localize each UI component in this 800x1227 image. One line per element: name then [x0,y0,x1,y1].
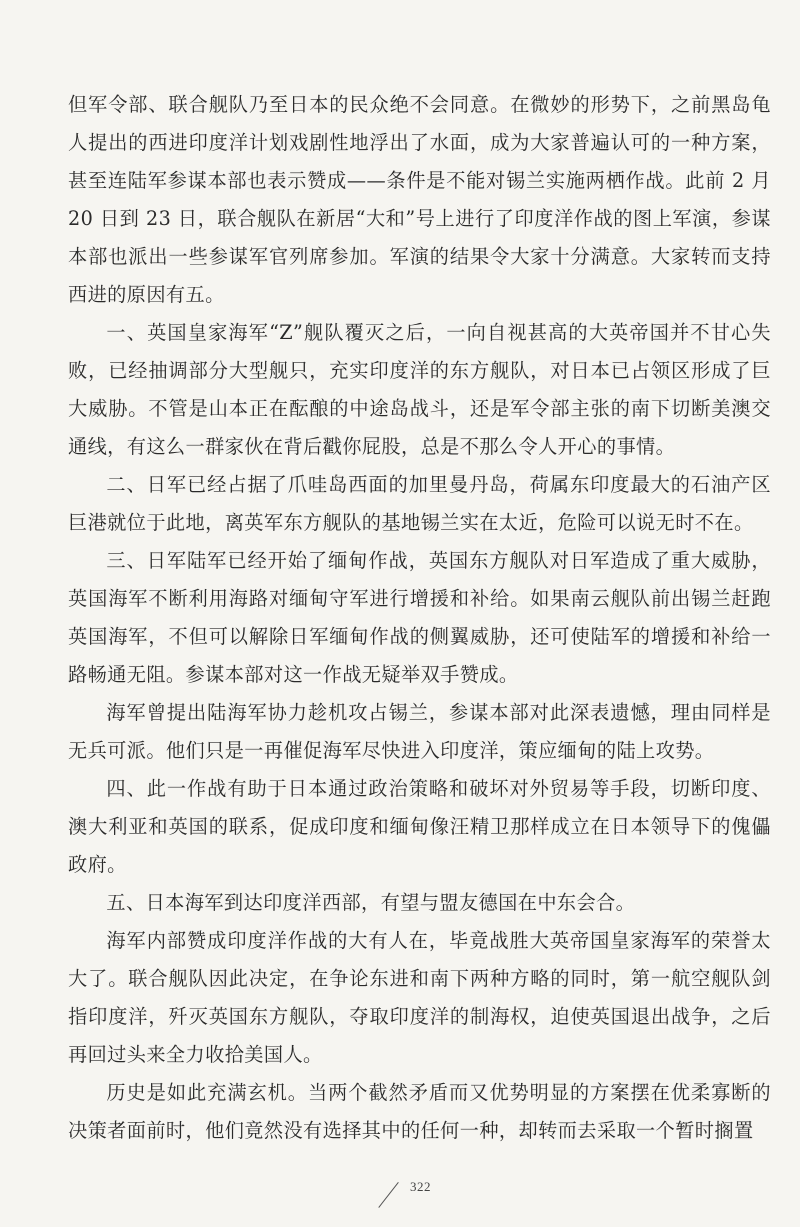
paragraph-7: 五、日本海军到达印度洋西部，有望与盟友德国在中东会合。 [106,891,636,914]
paragraph-3: 二、日军已经占据了爪哇岛西面的加里曼丹岛，荷属东印度最大的石油产区巨港就位于此地，离英军东方舰队的基地锡兰实在太近，危险可以说无时不在。 [68,473,771,534]
page-footer [380,1172,460,1212]
paragraph-2: 一、英国皇家海军“Z”舰队覆灭之后，一向自视甚高的大英帝国并不甘心失败，已经抽调部分大型舰只，充实印度洋的东方舰队，对日本已占领区形成了巨大威胁。不管是山本正在酝酿的中途岛战斗，还是军令部主张的南下切断美澳交通线，有这么一群家伙在背后戳你屁股，总是不那么令人开心的事情。 [68,321,771,458]
paragraph-5: 海军曾提出陆海军协力趁机攻占锡兰，参谋本部对此深表遗憾，理由同样是无兵可派。他们只是一再催促海军尽快进入印度洋，策应缅甸的陆上攻势。 [68,701,771,762]
paragraph-8: 海军内部赞成印度洋作战的大有人在，毕竟战胜大英帝国皇家海军的荣誉太大了。联合舰队因此决定，在争论东进和南下两种方略的同时，第一航空舰队剑指印度洋，歼灭英国东方舰队，夺取印度洋的制海权，迫使英国退出战争，之后再回过头来全力收拾美国人。 [68,929,771,1066]
paragraph-6: 四、此一作战有助于日本通过政治策略和破坏对外贸易等手段，切断印度、澳大利亚和英国的联系，促成印度和缅甸像汪精卫那样成立在日本领导下的傀儡政府。 [68,777,771,876]
footer-slash-ornament [378,1182,398,1208]
paragraph-4: 三、日军陆军已经开始了缅甸作战，英国东方舰队对日军造成了重大威胁，英国海军不断利用海路对缅甸守军进行增援和补给。如果南云舰队前出锡兰赶跑英国海军，不但可以解除日军缅甸作战的侧翼威胁，还可使陆军的增援和补给一路畅通无阻。参谋本部对这一作战无疑举双手赞成。 [68,549,771,686]
body-text [68,86,771,1150]
paragraph-1: 但军令部、联合舰队乃至日本的民众绝不会同意。在微妙的形势下，之前黑岛龟人提出的西进印度洋计划戏剧性地浮出了水面，成为大家普遍认可的一种方案，甚至连陆军参谋本部也表示赞成——条件是不能对锡兰实施两栖作战。此前 2 月 20 日到 23 日，联合舰队在新居“大和”号上进行了印度洋作战的图上军演，参谋本部也派出一些参谋军官列席参加。军演的结果令大家十分满意。大家转而支持西进的原因有五。 [68,93,771,306]
paragraph-9: 历史是如此充满玄机。当两个截然矛盾而又优势明显的方案摆在优柔寡断的决策者面前时，他们竟然没有选择其中的任何一种，却转而去采取一个暂时搁置 [68,1081,771,1142]
page-number: 322 [410,1179,431,1194]
